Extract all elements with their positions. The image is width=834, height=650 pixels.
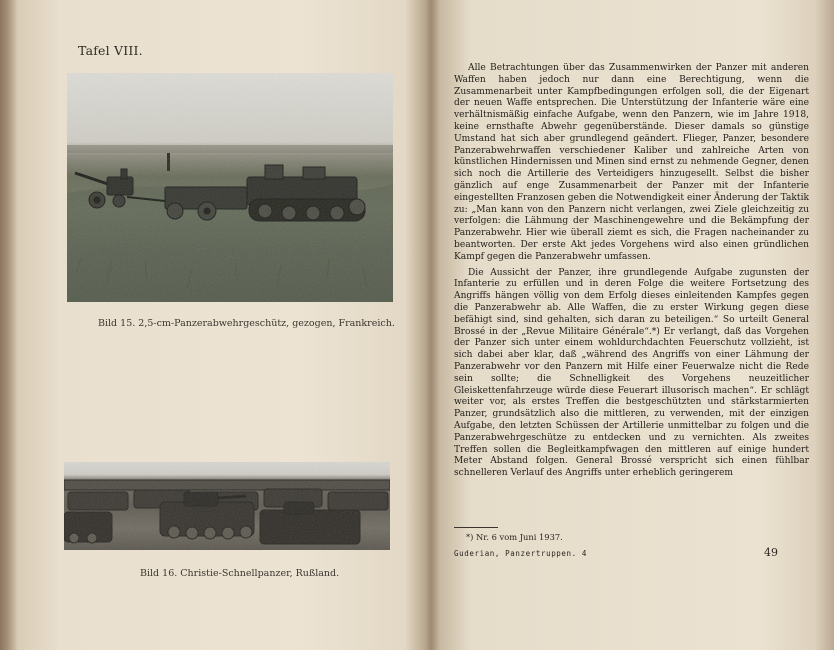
photo-anti-tank-gun-drawing — [67, 73, 393, 302]
left-page-plate — [18, 0, 428, 650]
footnote-rule — [454, 527, 498, 528]
body-text — [454, 63, 809, 480]
signature-line: Guderian, Panzertruppen. 4 — [454, 549, 587, 558]
right-page-text — [436, 0, 826, 650]
photo-anti-tank-gun — [67, 73, 393, 302]
photo-christie-tanks-drawing — [64, 462, 390, 550]
page-number: 49 — [764, 546, 778, 559]
photo-caption-bild-16: Bild 16. Christie-Schnellpanzer, Rußland. — [140, 568, 340, 579]
photo-caption-bild-15: Bild 15. 2,5-cm-Panzerabwehrgeschütz, gezogen, Frankreich. — [98, 318, 395, 329]
footnote: *) Nr. 6 vom Juni 1937. — [466, 532, 563, 542]
paragraph-1: Alle Betrachtungen über das Zusammenwirken der Panzer mit anderen Waffen haben jedoch nur dann eine Berechtigung, wenn die Zusammenarbeit unter Kampfbedingungen erfolgen soll, die der Eigenart der neuen Waffe entsprechen. Die Unterstützung der Infanterie wäre eine verhältnismäßig einfache Aufgabe, wenn den Panzern, wie im Jahre 1918, keine ernsthafte Abwehr gegenüberstände. Dieser damals so günstige Umstand hat sich aber grundlegend geändert. Flieger, Panzer, besondere Panzerabwehrwaffen verschiedener Kaliber und zahlreiche Arten von künstlichen Hindernissen und Minen sind ernst zu nehmende Gegner, denen sich noch die Artillerie des Verteidigers hinzugesellt. Selbst die bisher gänzlich auf enge Zusammenarbeit der Panzer mit der Infanterie eingestellten Franzosen geben die Notwendigkeit einer Änderung der Taktik zu: „Man kann von den Panzern nicht verlangen, zwei Ziele gleichzeitig zu verfolgen: die Lähmung der Maschinengewehre und die Bekämpfung der Panzerabwehr. Hier wie überall ziemt es sich, die Fragen nacheinander zu beantworten. Der erste Akt jedes Vorgehens wird also einen gründlichen Kampf gegen die Panzerabwehr umfassen. — [454, 63, 809, 262]
plate-label: Tafel VIII. — [78, 43, 143, 58]
paragraph-2: Die Aussicht der Panzer, ihre grundlegende Aufgabe zugunsten der Infanterie zu erfüllen und in deren Folge die weitere Fortsetzung des Angriffs hängen völlig von dem Erfolg dieses einleitenden Kampfes gegen die Panzerabwehr ab. Alle Waffen, die zu erster Wirkung gegen diese befähigt sind, sind gehalten, sich daran zu beteiligen.“ So urteilt General Brossé in der „Revue Militaire Générale“.*) Er verlangt, daß das Vorgehen der Panzer sich unter einem wohldurchdachten Feuerschutz vollzieht, ist sich dabei aber klar, daß „während des Angriffs von einer Lähmung der Panzerabwehr vor den Panzern mit Hilfe einer Feuerwalze nicht die Rede sein sollte; die Schnelligkeit des Vorgehens neuzeitlicher Gleiskettenfahrzeuge würde diese Feuerart illusorisch machen“. Er schlägt weiter vor, als erstes Treffen die bestgeschützten und stärkstarmierten Panzer, grundsätzlich also die mittleren, zu verwenden, mit der einzigen Aufgabe, den letzten Schüssen der Artillerie unmittelbar zu folgen und die Panzerabwehrgeschütze zu entdecken und zu vernichten. Als zweites Treffen sollen die Begleitkampfwagen den mittleren auf einige hundert Meter Abstand folgen. General Brossé verspricht sich einen fühlbar schnelleren Verlauf des Angriffs unter erheblich geringerem — [454, 267, 809, 479]
photo-christie-tanks — [64, 462, 390, 550]
